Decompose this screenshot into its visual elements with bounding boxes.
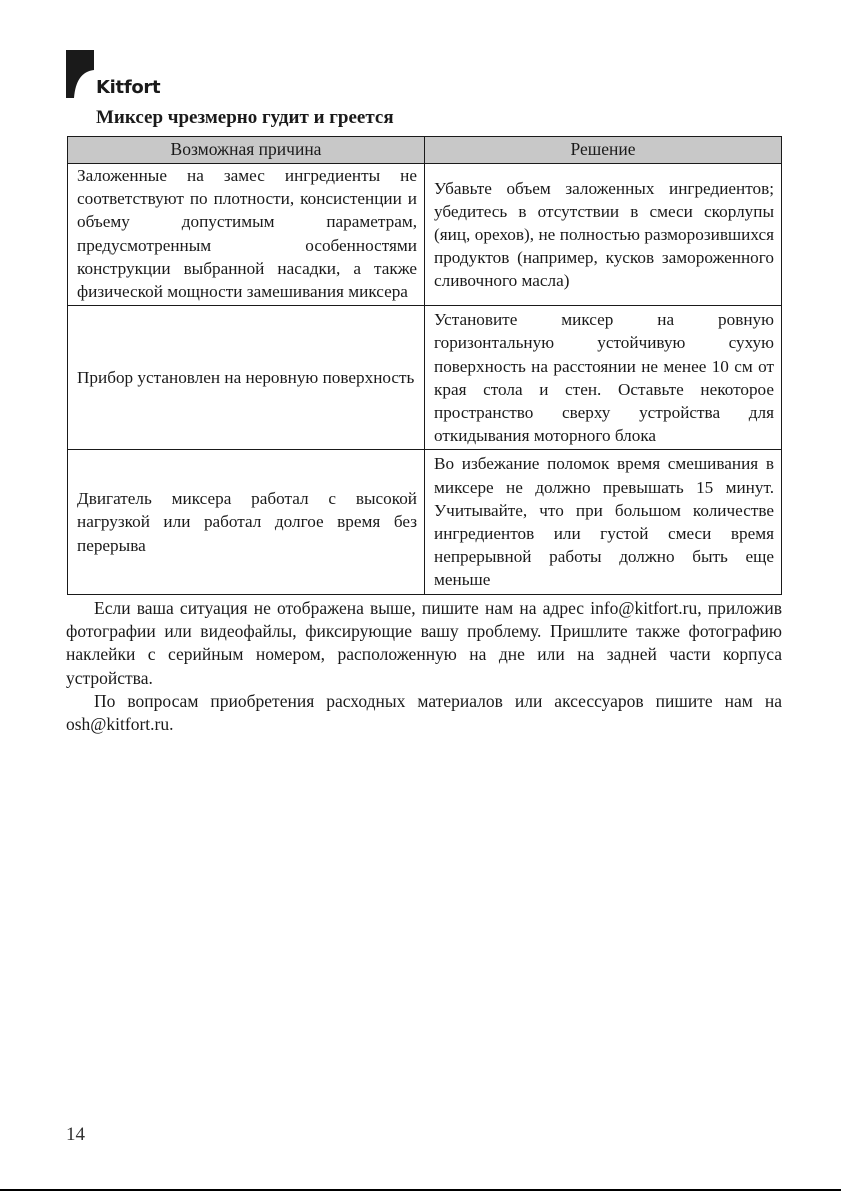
header-cause: Возможная причина bbox=[68, 137, 425, 164]
page-number: 14 bbox=[66, 1124, 85, 1145]
table-row bbox=[68, 306, 782, 450]
cause-cell: Прибор установлен на неровную поверхность bbox=[68, 306, 425, 450]
cause-cell: Двигатель миксера работал с высокой нагрузкой или работал долгое время без перерыва bbox=[68, 450, 425, 594]
table-row bbox=[68, 450, 782, 594]
solution-cell: Во избежание поломок время смешивания в миксере не должно превышать 15 минут. Учитывайте, что при большом количестве ингредиентов или густой смеси время непрерывной работы должно быть еще меньше bbox=[425, 450, 782, 594]
kitfort-logo-mark-icon bbox=[66, 50, 94, 98]
accessories-paragraph: По вопросам приобретения расходных материалов или аксессуаров пишите нам на osh@kitfort.ru. bbox=[66, 691, 782, 735]
brand-name: Kitfort bbox=[96, 77, 161, 98]
table-row bbox=[68, 164, 782, 306]
header-solution: Решение bbox=[425, 137, 782, 164]
solution-cell: Установите миксер на ровную горизонтальную устойчивую сухую поверхность на расстоянии не менее 10 см от края стола и стен. Оставьте некоторое пространство сверху устройства для откидывания моторного блока bbox=[425, 306, 782, 450]
cause-cell: Заложенные на замес ингредиенты не соответствуют по плотности, консистенции и объему допустимым параметрам, предусмотренным особенностями конструкции выбранной насадки, а также физической мощности замешивания миксера bbox=[68, 164, 425, 306]
troubleshooting-table bbox=[67, 136, 782, 595]
section-title: Миксер чрезмерно гудит и греется bbox=[96, 107, 394, 128]
solution-cell: Убавьте объем заложенных ингредиентов; убедитесь в отсутствии в смеси скорлупы (яиц, орехов), не полностью разморозившихся продуктов (например, кусков замороженного сливочного масла) bbox=[425, 164, 782, 306]
kitfort-logo bbox=[66, 48, 160, 98]
table-header-row bbox=[68, 137, 782, 164]
contact-paragraph: Если ваша ситуация не отображена выше, пишите нам на адрес info@kitfort.ru, приложив фотографии или видеофайлы, фиксирующие вашу проблему. Пришлите также фотографию наклейки с серийным номером, расположенную на дне или на задней части корпуса устройства. bbox=[66, 598, 782, 688]
